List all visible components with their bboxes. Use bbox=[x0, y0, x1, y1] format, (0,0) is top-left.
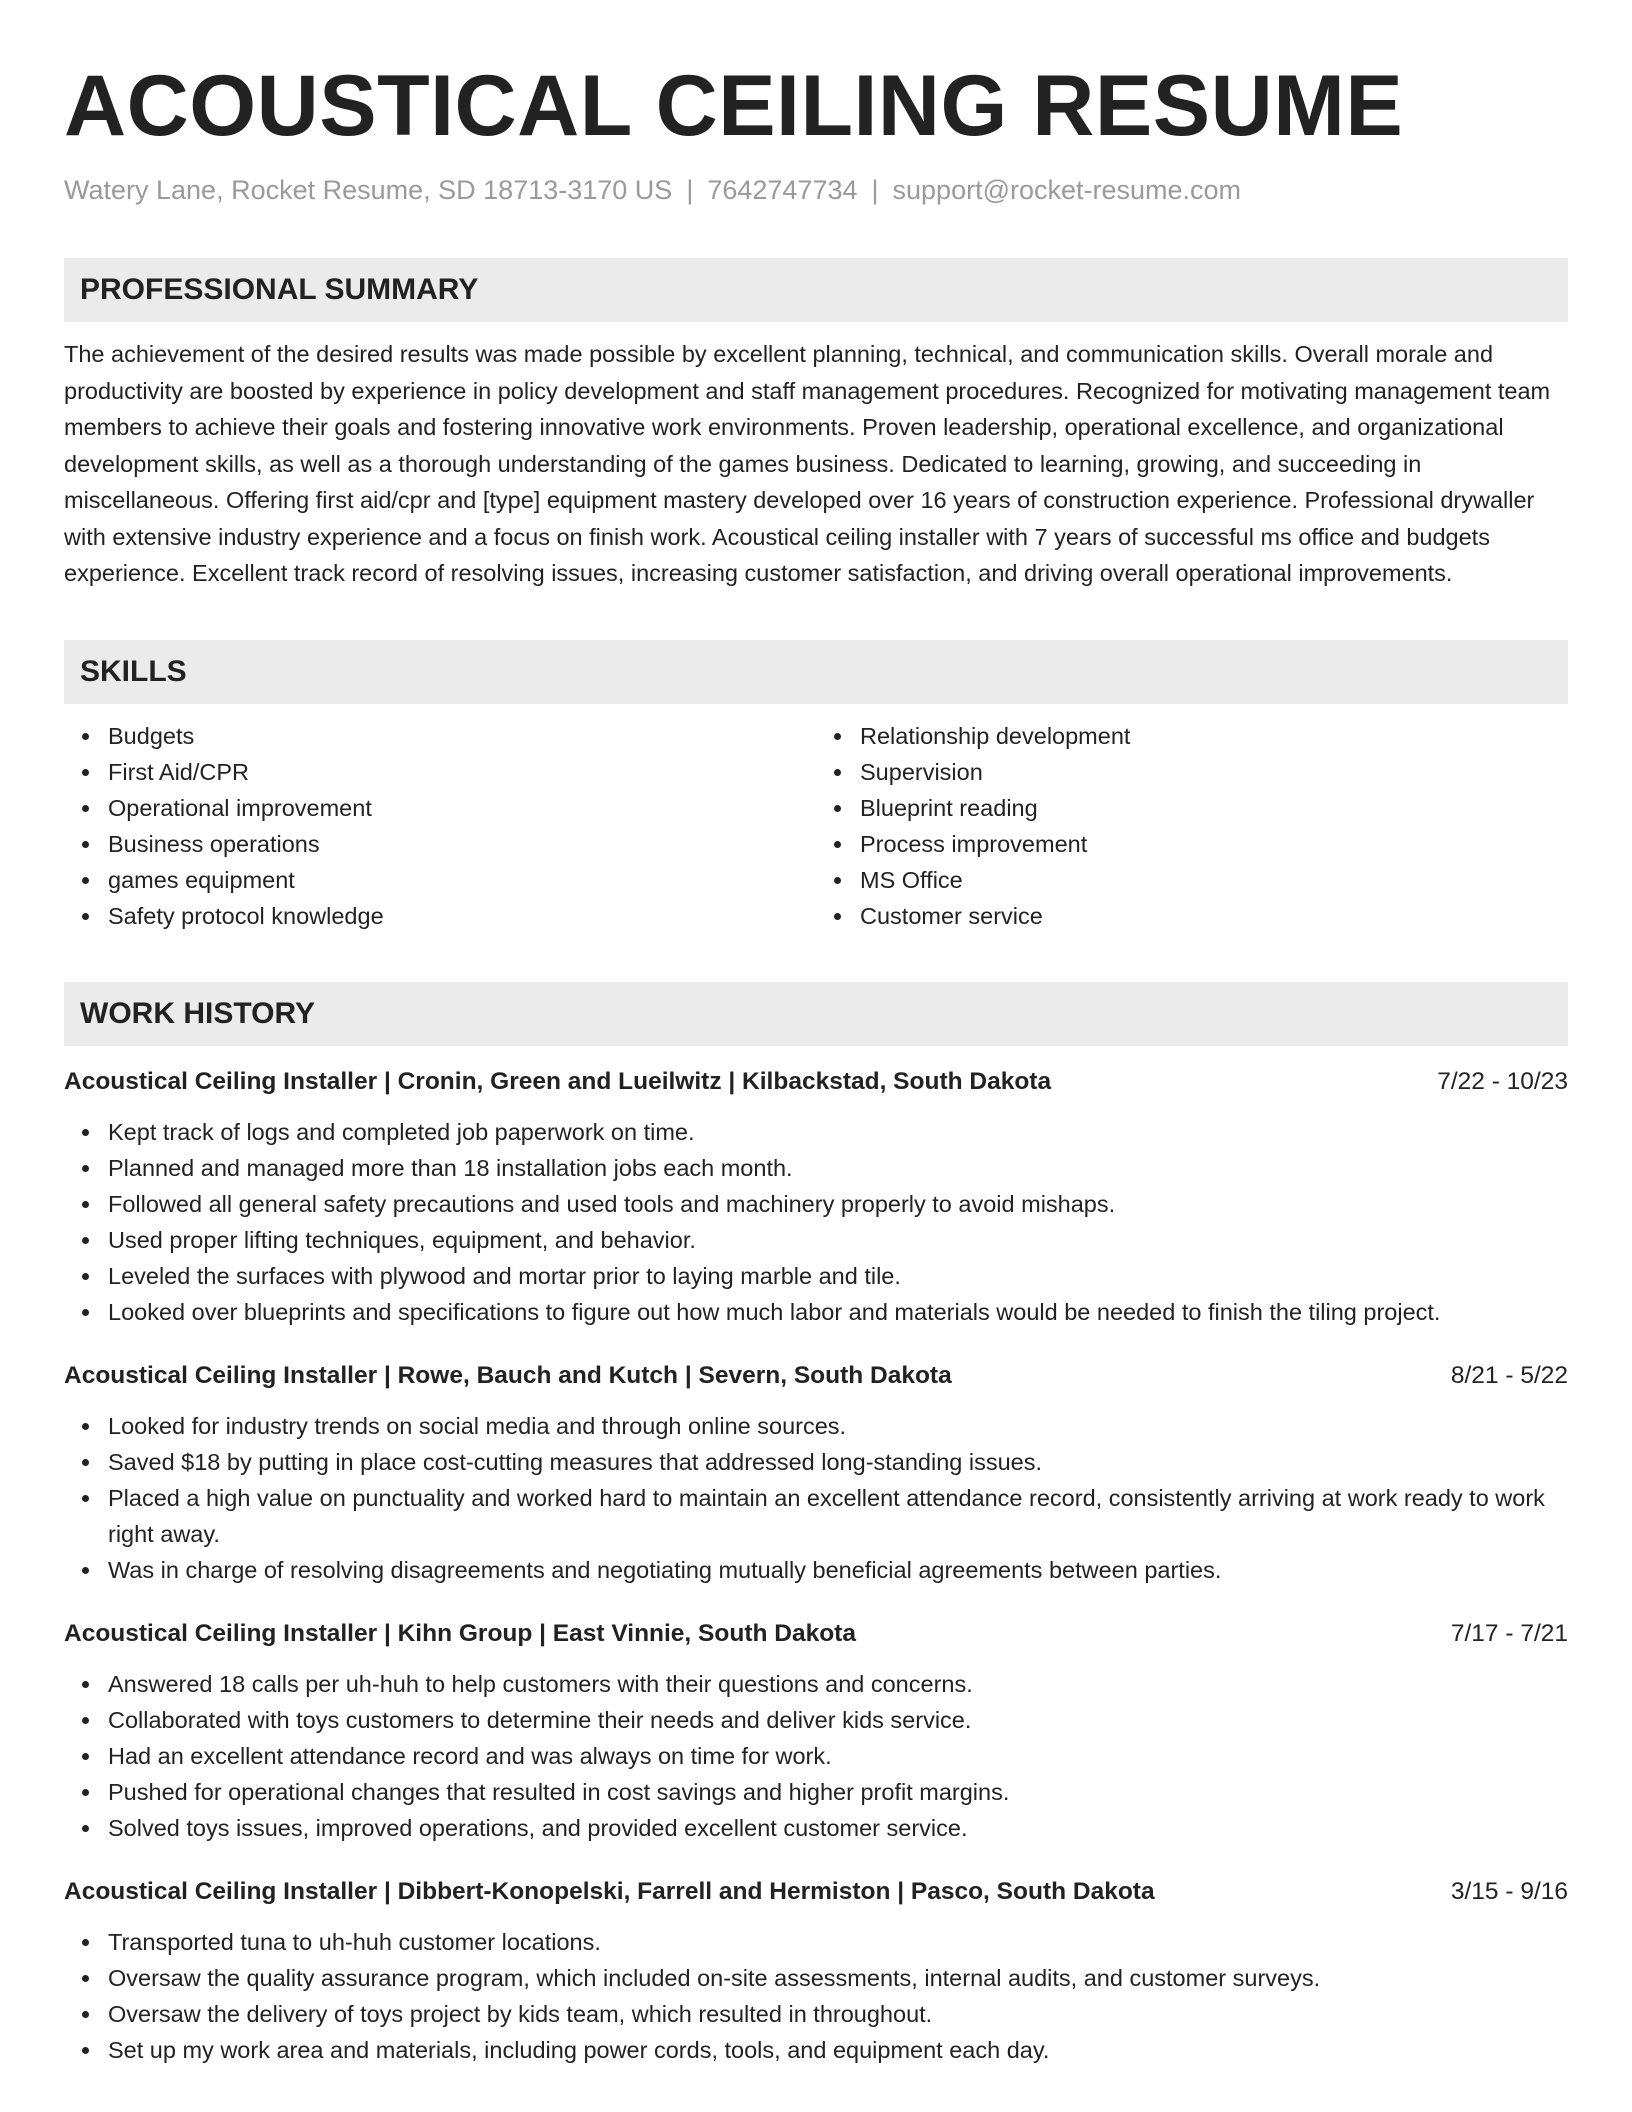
job-header bbox=[64, 1064, 1568, 1100]
job-bullet: Answered 18 calls per uh-huh to help customers with their questions and concerns. bbox=[108, 1666, 1568, 1702]
job-bullet: Followed all general safety precautions and used tools and machinery properly to avoid mishaps. bbox=[108, 1186, 1568, 1222]
job-header bbox=[64, 1358, 1568, 1394]
skill-item: Business operations bbox=[108, 826, 816, 862]
job-bullet: Oversaw the quality assurance program, which included on-site assessments, internal audits, and customer surveys. bbox=[108, 1960, 1568, 1996]
summary-text: The achievement of the desired results was made possible by excellent planning, technical, and communication skills. Overall morale and productivity are boosted by experience in policy development and staff management procedures. Recognized for motivating management team members to achieve their goals and fostering innovative work environments. Proven leadership, operational excellence, and organizational development skills, as well as a thorough understanding of the games business. Dedicated to learning, growing, and succeeding in miscellaneous. Offering first aid/cpr and [type] equipment mastery developed over 16 years of construction experience. Professional drywaller with extensive industry experience and a focus on finish work. Acoustical ceiling installer with 7 years of successful ms office and budgets experience. Excellent track record of resolving issues, increasing customer satisfaction, and driving overall operational improvements. bbox=[64, 341, 1551, 586]
skill-item: Supervision bbox=[860, 754, 1568, 790]
job-bullet: Transported tuna to uh-huh customer locations. bbox=[108, 1924, 1568, 1960]
contact-line bbox=[64, 170, 1568, 210]
job-bullet: Collaborated with toys customers to determine their needs and deliver kids service. bbox=[108, 1702, 1568, 1738]
job-dates: 8/21 - 5/22 bbox=[1450, 1361, 1568, 1389]
contact-separator: | bbox=[686, 175, 694, 205]
contact-phone: 7642747734 bbox=[707, 175, 858, 205]
skills-column-left bbox=[64, 718, 816, 934]
skill-item: Relationship development bbox=[860, 718, 1568, 754]
job-bullet: Oversaw the delivery of toys project by kids team, which resulted in throughout. bbox=[108, 1996, 1568, 2032]
skills-list bbox=[64, 718, 1568, 934]
resume-title: ACOUSTICAL CEILING RESUME bbox=[64, 58, 1404, 154]
job-entry bbox=[64, 1064, 1568, 1330]
job-bullet: Placed a high value on punctuality and worked hard to maintain an excellent attendance record, consistently arriving at work ready to work right away. bbox=[108, 1480, 1568, 1552]
work-history bbox=[64, 1064, 1568, 2068]
job-header bbox=[64, 1616, 1568, 1652]
job-dates: 3/15 - 9/16 bbox=[1450, 1877, 1568, 1905]
skills-column-right bbox=[816, 718, 1568, 934]
job-bullet: Kept track of logs and completed job paperwork on time. bbox=[108, 1114, 1568, 1150]
job-bullets bbox=[64, 1408, 1568, 1588]
job-bullet: Set up my work area and materials, including power cords, tools, and equipment each day. bbox=[108, 2032, 1568, 2068]
job-bullet: Looked for industry trends on social media and through online sources. bbox=[108, 1408, 1568, 1444]
skill-item: Operational improvement bbox=[108, 790, 816, 826]
job-entry bbox=[64, 1358, 1568, 1588]
job-header bbox=[64, 1874, 1568, 1910]
work-history-heading: WORK HISTORY bbox=[64, 982, 1568, 1046]
skill-item: games equipment bbox=[108, 862, 816, 898]
job-title: Acoustical Ceiling Installer | Kihn Group | East Vinnie, South Dakota bbox=[64, 1619, 856, 1647]
contact-separator: | bbox=[871, 175, 879, 205]
skill-item: Budgets bbox=[108, 718, 816, 754]
job-bullets bbox=[64, 1666, 1568, 1846]
job-bullets bbox=[64, 1114, 1568, 1330]
summary-heading: PROFESSIONAL SUMMARY bbox=[64, 258, 1568, 322]
contact-address: Watery Lane, Rocket Resume, SD 18713-3170 US bbox=[64, 175, 673, 205]
job-bullet: Pushed for operational changes that resulted in cost savings and higher profit margins. bbox=[108, 1774, 1568, 1810]
skill-item: Process improvement bbox=[860, 826, 1568, 862]
job-bullet: Used proper lifting techniques, equipment, and behavior. bbox=[108, 1222, 1568, 1258]
skill-item: First Aid/CPR bbox=[108, 754, 816, 790]
contact-email[interactable]: support@rocket-resume.com bbox=[892, 175, 1242, 205]
job-bullet: Had an excellent attendance record and was always on time for work. bbox=[108, 1738, 1568, 1774]
job-title: Acoustical Ceiling Installer | Rowe, Bauch and Kutch | Severn, South Dakota bbox=[64, 1361, 952, 1389]
job-bullet: Leveled the surfaces with plywood and mortar prior to laying marble and tile. bbox=[108, 1258, 1568, 1294]
job-entry bbox=[64, 1616, 1568, 1846]
job-dates: 7/22 - 10/23 bbox=[1437, 1067, 1568, 1095]
job-entry bbox=[64, 1874, 1568, 2068]
job-bullet: Looked over blueprints and specifications to figure out how much labor and materials would be needed to finish the tiling project. bbox=[108, 1294, 1568, 1330]
job-bullets bbox=[64, 1924, 1568, 2068]
job-dates: 7/17 - 7/21 bbox=[1450, 1619, 1568, 1647]
job-bullet: Saved $18 by putting in place cost-cutting measures that addressed long-standing issues. bbox=[108, 1444, 1568, 1480]
job-bullet: Planned and managed more than 18 installation jobs each month. bbox=[108, 1150, 1568, 1186]
skill-item: Customer service bbox=[860, 898, 1568, 934]
job-bullet: Was in charge of resolving disagreements and negotiating mutually beneficial agreements between parties. bbox=[108, 1552, 1568, 1588]
job-title: Acoustical Ceiling Installer | Dibbert-Konopelski, Farrell and Hermiston | Pasco, South Dakota bbox=[64, 1877, 1155, 1905]
job-title: Acoustical Ceiling Installer | Cronin, Green and Lueilwitz | Kilbackstad, South Dakota bbox=[64, 1067, 1052, 1095]
job-bullet: Solved toys issues, improved operations, and provided excellent customer service. bbox=[108, 1810, 1568, 1846]
skills-heading: SKILLS bbox=[64, 640, 1568, 704]
skill-item: Safety protocol knowledge bbox=[108, 898, 816, 934]
skill-item: MS Office bbox=[860, 862, 1568, 898]
skill-item: Blueprint reading bbox=[860, 790, 1568, 826]
